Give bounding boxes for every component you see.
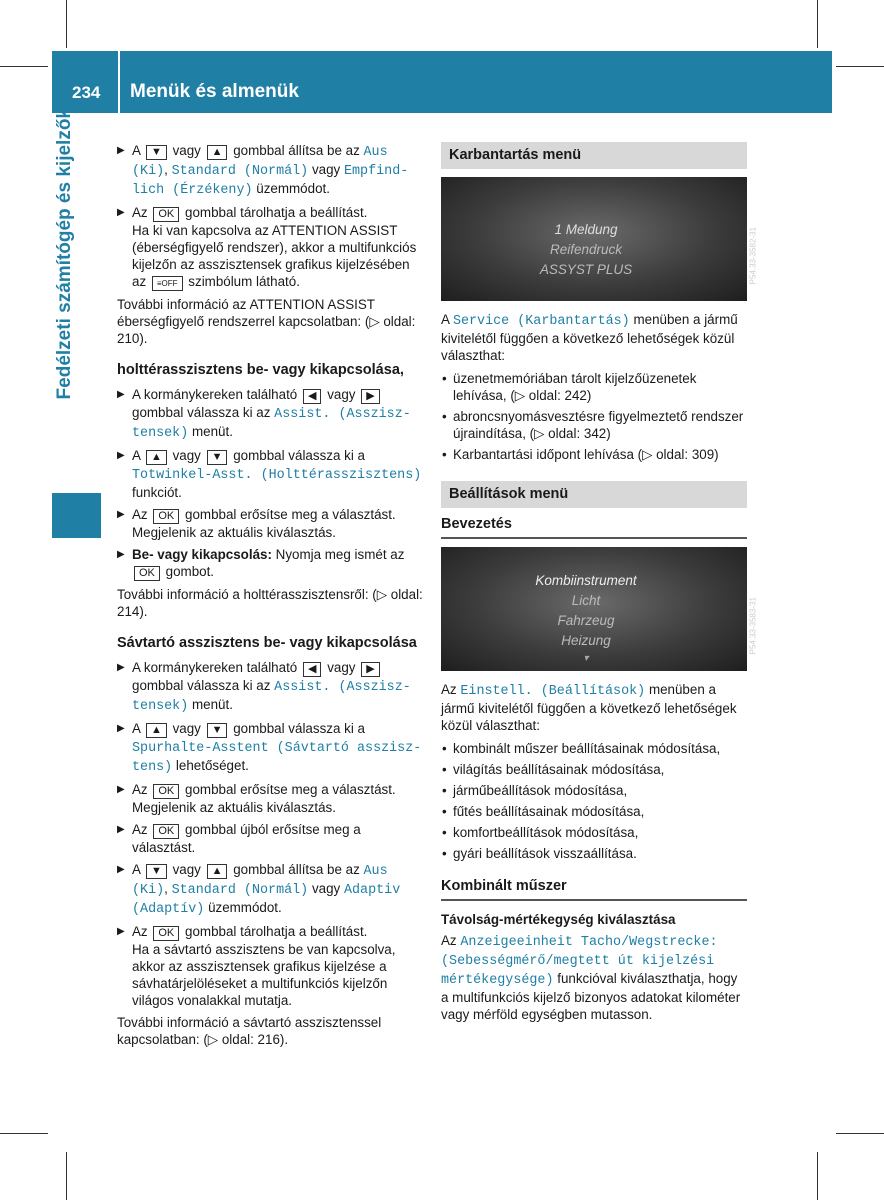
menu-term: Einstell. (Beállítások): [460, 684, 646, 699]
text-span: üzemmódot.: [208, 900, 282, 915]
option-list: [441, 740, 747, 862]
text-span: Ha ki van kapcsolva az ATTENTION ASSIST (éberségfigyelő rendszer), akkor a multifunkciós kijelzőn az asszisztensek grafikus kijelzésében az: [132, 223, 417, 289]
text-span: vagy: [311, 162, 341, 177]
subsection-heading: Távolság-mértékegység kiválasztása: [441, 912, 676, 927]
ok-key: OK: [134, 566, 160, 581]
text-span: Az: [132, 205, 148, 220]
screen-line: Reifendruck: [549, 242, 623, 257]
page-title: Menük és almenük: [130, 81, 299, 102]
menu-term: mértékegysége): [441, 973, 554, 988]
text-span: Be- vagy kikapcsolás:: [132, 547, 272, 562]
list-item: • komfortbeállítások módosítása,: [441, 824, 747, 841]
text-span: gombbal újból erősítse meg a választást.: [132, 822, 361, 855]
text-span: A kormánykereken található: [132, 660, 298, 675]
list-item: • fűtés beállításainak módosítása,: [441, 803, 747, 820]
screen-line: Licht: [571, 593, 601, 608]
text-span: Megjelenik az aktuális kiválasztás.: [132, 800, 336, 815]
option-list: [441, 370, 747, 463]
right-key-icon: ▶: [361, 662, 379, 677]
menu-term: lich (Érzékeny): [132, 183, 253, 198]
up-key-icon: ▲: [207, 864, 228, 879]
menu-term: (Ki): [132, 164, 165, 179]
menu-term: tens): [132, 760, 173, 775]
instruction-item: [117, 204, 425, 291]
crop-mark-tr-h: [836, 66, 884, 67]
screen-line: 1 Meldung: [554, 222, 618, 237]
text-span: vagy: [311, 881, 341, 896]
menu-term: Empfind-: [343, 164, 409, 179]
crop-mark-br-h: [836, 1133, 884, 1134]
text-span: vagy: [172, 143, 201, 158]
text-span: vagy: [172, 448, 201, 463]
sidebar-chapter-title: Fedélzeti számítógép és kijelzők: [54, 108, 75, 400]
text-span: A: [441, 312, 450, 327]
menu-term: tensek): [132, 426, 189, 441]
list-item: • járműbeállítások módosítása,: [441, 782, 747, 799]
text-span: gombbal válassza ki a: [233, 448, 365, 463]
menu-term: (Adaptív): [132, 902, 205, 917]
paragraph: [441, 932, 747, 1023]
text-span: A: [132, 862, 141, 877]
ok-key: OK: [153, 784, 179, 799]
header-divider: [118, 51, 120, 113]
instruction-item: ▶ A ▼ vagy ▲ gombbal állítsa be az Aus (Ki), Standard (Normál) vagy Empfind- lich (Érzékeny) üzemmódot.: [117, 142, 425, 199]
text-span: Nyomja meg ismét az: [275, 547, 405, 562]
menu-term: Standard (Normál): [171, 883, 309, 898]
text-span: funkciót.: [132, 485, 182, 500]
text-span: menüt.: [191, 424, 233, 439]
display-screenshot-settings: [441, 547, 757, 671]
text-span: lehetőséget.: [175, 758, 249, 773]
down-key-icon: ▼: [146, 864, 167, 879]
menu-term: Assist. (Asszisz-: [274, 680, 411, 695]
section-heading: holttérasszisztens be- vagy kikapcsolása,: [117, 362, 404, 378]
text-span: vagy: [327, 660, 356, 675]
text-span: vagy: [327, 387, 356, 402]
text-span: gombbal tárolhatja a beállítást.: [185, 205, 368, 220]
section-bar-maintenance: Karbantartás menü: [441, 142, 747, 169]
display-screenshot-maintenance: [441, 177, 757, 301]
crop-mark-br-v: [817, 1152, 818, 1200]
menu-term: Assist. (Asszisz-: [274, 407, 411, 422]
menu-term: tensek): [132, 699, 189, 714]
section-heading: Bevezetés: [441, 516, 747, 539]
text-span: gombbal állítsa be az: [233, 862, 360, 877]
menu-term: Totwinkel-Asst. (Holttérasszisztens): [132, 468, 422, 483]
instruction-item: ▶ A ▼ vagy ▲ gombbal állítsa be az Aus (Ki), Standard (Normál) vagy Adaptiv (Adaptív) üzemmódot.: [117, 861, 425, 918]
screen-line: Heizung: [561, 633, 611, 648]
menu-term: Adaptiv: [343, 883, 401, 898]
menu-term: Anzeigeeinheit Tacho/Wegstrecke:: [460, 935, 718, 950]
ok-key: OK: [153, 207, 179, 222]
figure-reference: P54.33-3582-31: [748, 227, 757, 285]
text-span: gombot.: [165, 564, 215, 579]
section-heading: Sávtartó asszisztens be- vagy kikapcsolása: [117, 635, 417, 651]
paragraph: [441, 311, 747, 364]
text-span: gombbal erősítse meg a választást.: [185, 507, 396, 522]
ok-key: OK: [153, 509, 179, 524]
paragraph: [441, 681, 747, 734]
instruction-item: [117, 821, 425, 856]
instruction-item: [117, 659, 425, 715]
menu-term: Aus: [363, 145, 388, 160]
instruction-item: [117, 720, 425, 776]
text-span: Az: [132, 924, 148, 939]
down-key-icon: ▼: [207, 450, 228, 465]
instruction-item: [117, 506, 425, 541]
up-key-icon: ▲: [146, 723, 167, 738]
text-span: Az: [441, 682, 457, 697]
instruction-item: [117, 546, 425, 581]
instruction-item: [117, 386, 425, 442]
down-key-icon: ▼: [207, 723, 228, 738]
paragraph: További információ az ATTENTION ASSIST éberségfigyelő rendszerrel kapcsolatban: (▷ oldal: 210).: [117, 297, 416, 346]
instruction-item: [117, 923, 425, 1009]
left-key-icon: ◀: [303, 662, 321, 677]
crop-mark-tl-h: [0, 66, 48, 67]
scroll-down-icon: ▾: [583, 653, 589, 664]
text-span: üzemmódot.: [256, 181, 330, 196]
menu-term: Spurhalte-Asstent (Sávtartó asszisz-: [132, 741, 422, 756]
right-column: [441, 142, 757, 1029]
screen-line: Kombiinstrument: [535, 573, 637, 588]
list-item: • világítás beállításainak módosítása,: [441, 761, 747, 778]
up-key-icon: ▲: [146, 450, 167, 465]
text-span: gombbal válassza ki az: [132, 405, 271, 420]
text-span: vagy: [172, 721, 201, 736]
text-span: menüt.: [191, 697, 233, 712]
list-item: • Karbantartási időpont lehívása (▷ oldal: 309): [441, 446, 747, 463]
text-span: Az: [132, 507, 148, 522]
sidebar-block: [52, 493, 101, 538]
text-span: gombbal válassza ki az: [132, 678, 271, 693]
text-span: funkcióval kiválaszthatja, hogy a multifunkciós kijelző bizonyos adatokat kilométer vagy mérföld egységben mutasson.: [441, 971, 741, 1022]
text-span: menüben a jármű kivitelétől függően a következő lehetőségek közül választhat:: [441, 682, 737, 733]
text-span: Az: [441, 933, 457, 948]
right-key-icon: ▶: [361, 389, 379, 404]
crop-mark-tl-v: [66, 0, 67, 48]
text-span: A: [132, 143, 141, 158]
up-key-icon: ▲: [207, 145, 228, 160]
text-span: Megjelenik az aktuális kiválasztás.: [132, 525, 336, 540]
ok-key: OK: [153, 926, 179, 941]
menu-term: Service (Karbantartás): [452, 314, 630, 329]
text-span: A: [132, 448, 141, 463]
left-key-icon: ◀: [303, 389, 321, 404]
text-span: Az: [132, 822, 148, 837]
ok-key: OK: [153, 824, 179, 839]
list-item: • üzenetmemóriában tárolt kijelzőüzenetek lehívása, (▷ oldal: 242): [441, 370, 747, 404]
page-number: 234: [72, 83, 101, 102]
menu-term: (Ki): [132, 883, 165, 898]
attention-assist-off-icon: ≡OFF: [152, 276, 183, 291]
text-span: gombbal állítsa be az: [233, 143, 360, 158]
text-span: menüben a jármű kivitelétől függően a következő lehetőségek közül választhat:: [441, 312, 738, 363]
crop-mark-bl-h: [0, 1133, 48, 1134]
list-item: • abroncsnyomásvesztésre figyelmeztető rendszer újraindítása, (▷ oldal: 342): [441, 408, 747, 442]
screen-line: ASSYST PLUS: [539, 262, 633, 277]
left-column: [117, 142, 425, 1054]
page-header: [52, 51, 832, 113]
menu-term: Standard (Normál): [171, 164, 309, 179]
text-span: gombbal válassza ki a: [233, 721, 365, 736]
paragraph: További információ a sávtartó asszisztenssel kapcsolatban: (▷ oldal: 216).: [117, 1015, 382, 1047]
down-key-icon: ▼: [146, 145, 167, 160]
text-span: A kormánykereken található: [132, 387, 298, 402]
figure-reference: P54.33-3583-31: [748, 597, 757, 655]
instruction-item: [117, 781, 425, 816]
text-span: gombbal erősítse meg a választást.: [185, 782, 396, 797]
text-span: Ha a sávtartó asszisztens be van kapcsolva, akkor az asszisztensek grafikus kijelzése a sávhatárjelöléseket a multifunkciós kijelzőn világos vonalakkal mutatja.: [132, 942, 396, 1008]
list-item: • gyári beállítások visszaállítása.: [441, 845, 747, 862]
paragraph: További információ a holttérasszisztensről: (▷ oldal: 214).: [117, 587, 423, 619]
text-span: Az: [132, 782, 148, 797]
section-heading: Kombinált műszer: [441, 878, 747, 901]
text-span: szimbólum látható.: [188, 274, 300, 289]
text-span: vagy: [172, 862, 201, 877]
menu-term: Aus: [363, 864, 388, 879]
screen-line: Fahrzeug: [557, 613, 615, 628]
list-item: • kombinált műszer beállításainak módosítása,: [441, 740, 747, 757]
instruction-item: [117, 447, 425, 501]
crop-mark-bl-v: [66, 1152, 67, 1200]
text-span: A: [132, 721, 141, 736]
menu-term: (Sebességmérő/megtett út kijelzési: [441, 954, 715, 969]
section-bar-settings: Beállítások menü: [441, 481, 747, 508]
crop-mark-tr-v: [817, 0, 818, 48]
text-span: gombbal tárolhatja a beállítást.: [185, 924, 368, 939]
